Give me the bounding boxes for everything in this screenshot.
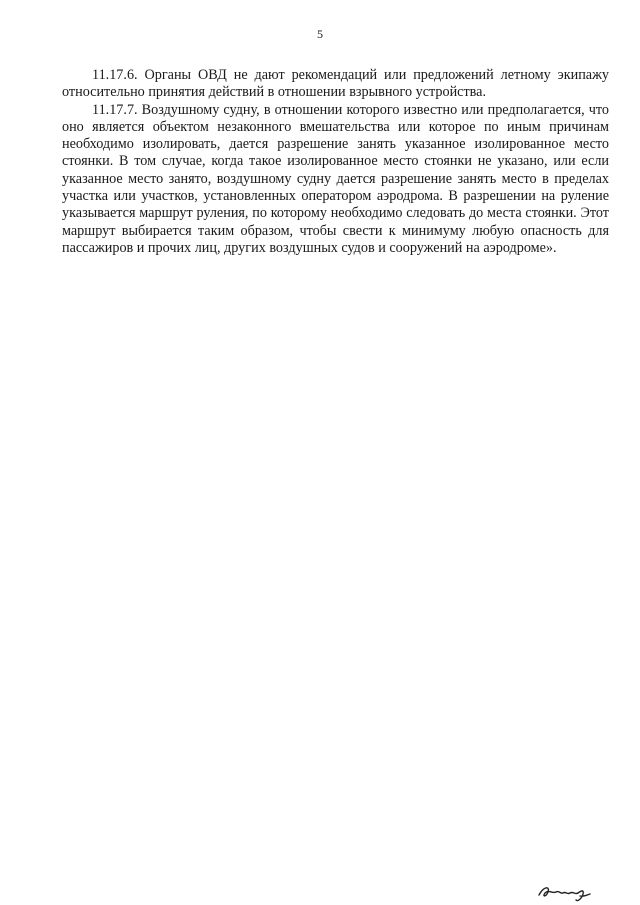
handwritten-signature xyxy=(536,880,592,902)
paragraph-11-17-7: 11.17.7. Воздушному судну, в отношении которого известно или предполагается, что оно является объектом незаконного вмешательства или которое по иным причинам необходимо изолировать, дается разрешение занять указанное изолированное место стоянки. В том случае, когда такое изолированное место стоянки не указано, или если указанное место занято, воздушному судну дается разрешение занять место в пределах участка или участков, установленных оператором аэродрома. В разрешении на руление указывается маршрут руления, по которому необходимо следовать до места стоянки. Этот маршрут выбирается таким образом, чтобы свести к минимуму любую опасность для пассажиров и прочих лиц, других воздушных судов и сооружений на аэродроме». xyxy=(62,101,609,256)
page-number: 5 xyxy=(317,27,323,41)
document-body xyxy=(62,67,609,257)
paragraph-11-17-6: 11.17.6. Органы ОВД не дают рекомендаций или предложений летному экипажу относительно принятия действий в отношении взрывного устройства. xyxy=(62,67,609,101)
